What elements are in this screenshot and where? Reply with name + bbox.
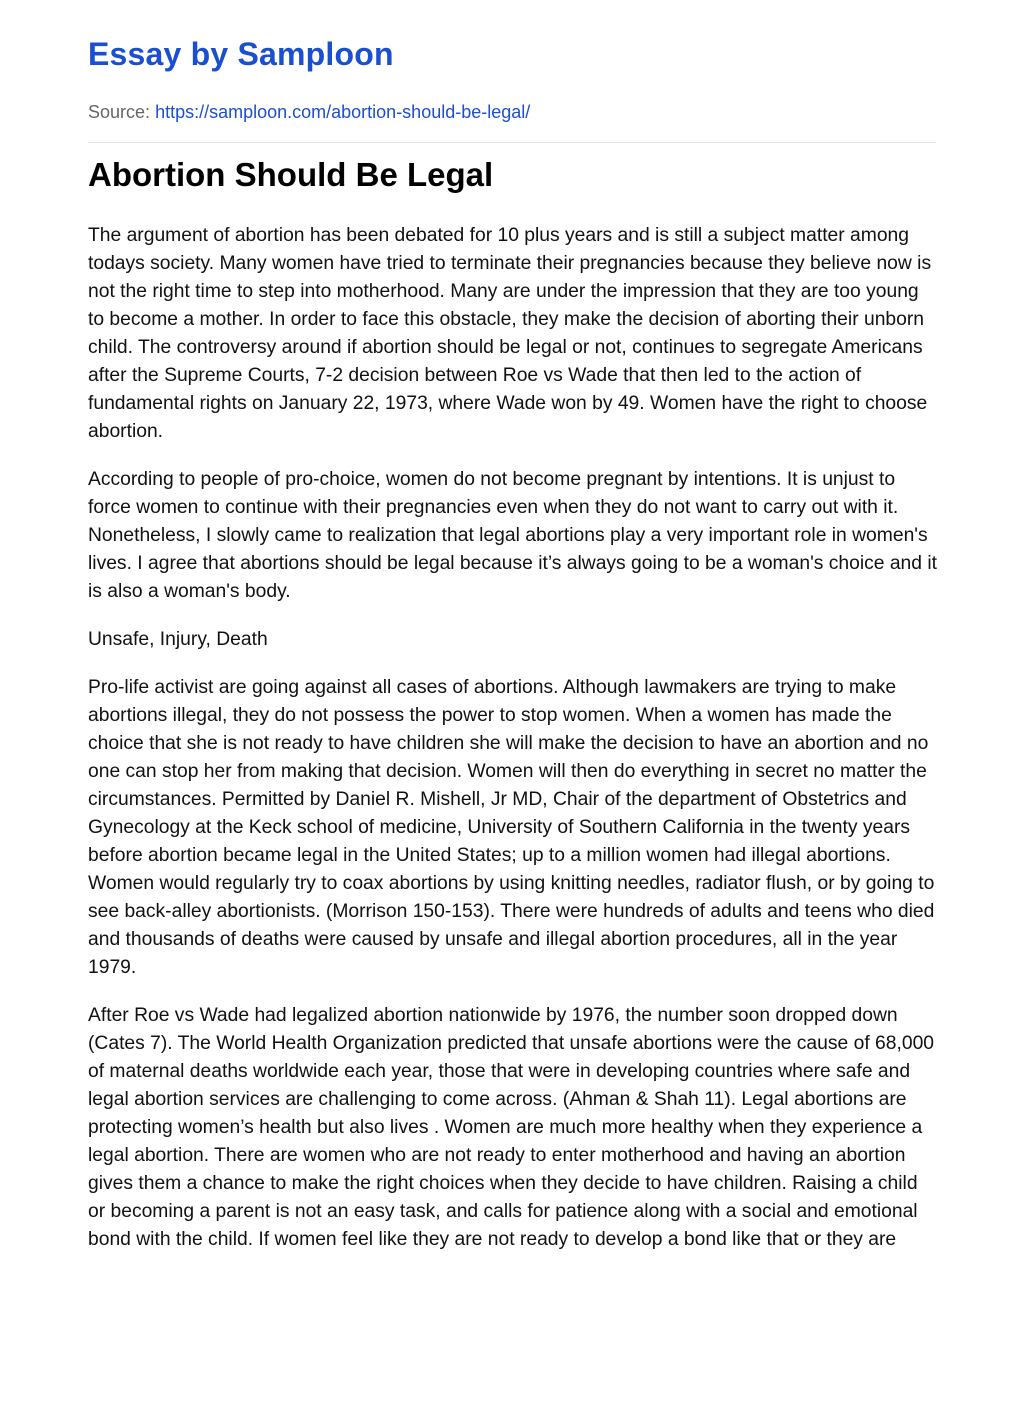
divider xyxy=(88,142,936,143)
source-line xyxy=(88,102,530,123)
paragraph: According to people of pro-choice, women do not become pregnant by intentions. It is unjust to force women to continue with their pregnancies even when they do not want to carry out with it. Nonetheless, I slowly came to realization that legal abortions play a very important role in women's lives. I agree that abortions should be legal because it’s always going to be a woman's choice and it is also a woman's body. xyxy=(88,469,938,602)
brand-title: Essay by Samploon xyxy=(88,36,394,72)
article-body xyxy=(88,222,937,1274)
paragraph: Pro-life activist are going against all cases of abortions. Although lawmakers are trying to make abortions illegal, they do not possess the power to stop women. When a women has made the choice that she is not ready to have children she will make the decision to have an abortion and no one can stop her from making that decision. Women will then do everything in secret no matter the circumstances. Permitted by Daniel R. Mishell, Jr MD, Chair of the department of Obstetrics and Gynecology at the Keck school of medicine, University of Southern California in the twenty years before abortion became legal in the United States; up to a million women had illegal abortions. Women would regularly try to coax abortions by using knitting needles, radiator flush, or by going to see back-alley abortionists. (Morrison 150-153). There were hundreds of adults and teens who died and thousands of deaths were caused by unsafe and illegal abortion procedures, all in the year 1979. xyxy=(88,677,935,978)
paragraph: After Roe vs Wade had legalized abortion nationwide by 1976, the number soon dropped down (Cates 7). The World Health Organization predicted that unsafe abortions were the cause of 68,000 of maternal deaths worldwide each year, those that were in developing countries where safe and legal abortion services are challenging to come across. (Ahman & Shah 11). Legal abortions are protecting women’s health but also lives . Women are much more healthy when they experience a legal abortion. There are women who are not ready to enter motherhood and having an abortion gives them a chance to make the right choices when they decide to have children. Raising a child or becoming a parent is not an easy task, and calls for patience along with a social and emotional bond with the child. If women feel like they are not ready to develop a bond like that or they are xyxy=(88,1005,935,1250)
source-label: Source: xyxy=(88,102,151,122)
section-heading: Unsafe, Injury, Death xyxy=(88,629,268,650)
source-link[interactable]: https://samploon.com/abortion-should-be-legal/ xyxy=(155,102,531,122)
article-title: Abortion Should Be Legal xyxy=(88,156,494,193)
paragraph: The argument of abortion has been debated for 10 plus years and is still a subject matter among todays society. Many women have tried to terminate their pregnancies because they believe now is not the right time to step into motherhood. Many are under the impression that they are too young to become a mother. In order to face this obstacle, they make the decision of aborting their unborn child. The controversy around if abortion should be legal or not, continues to segregate Americans after the Supreme Courts, 7-2 decision between Roe vs Wade that then led to the action of fundamental rights on January 22, 1973, where Wade won by 49. Women have the right to choose abortion. xyxy=(88,225,932,442)
